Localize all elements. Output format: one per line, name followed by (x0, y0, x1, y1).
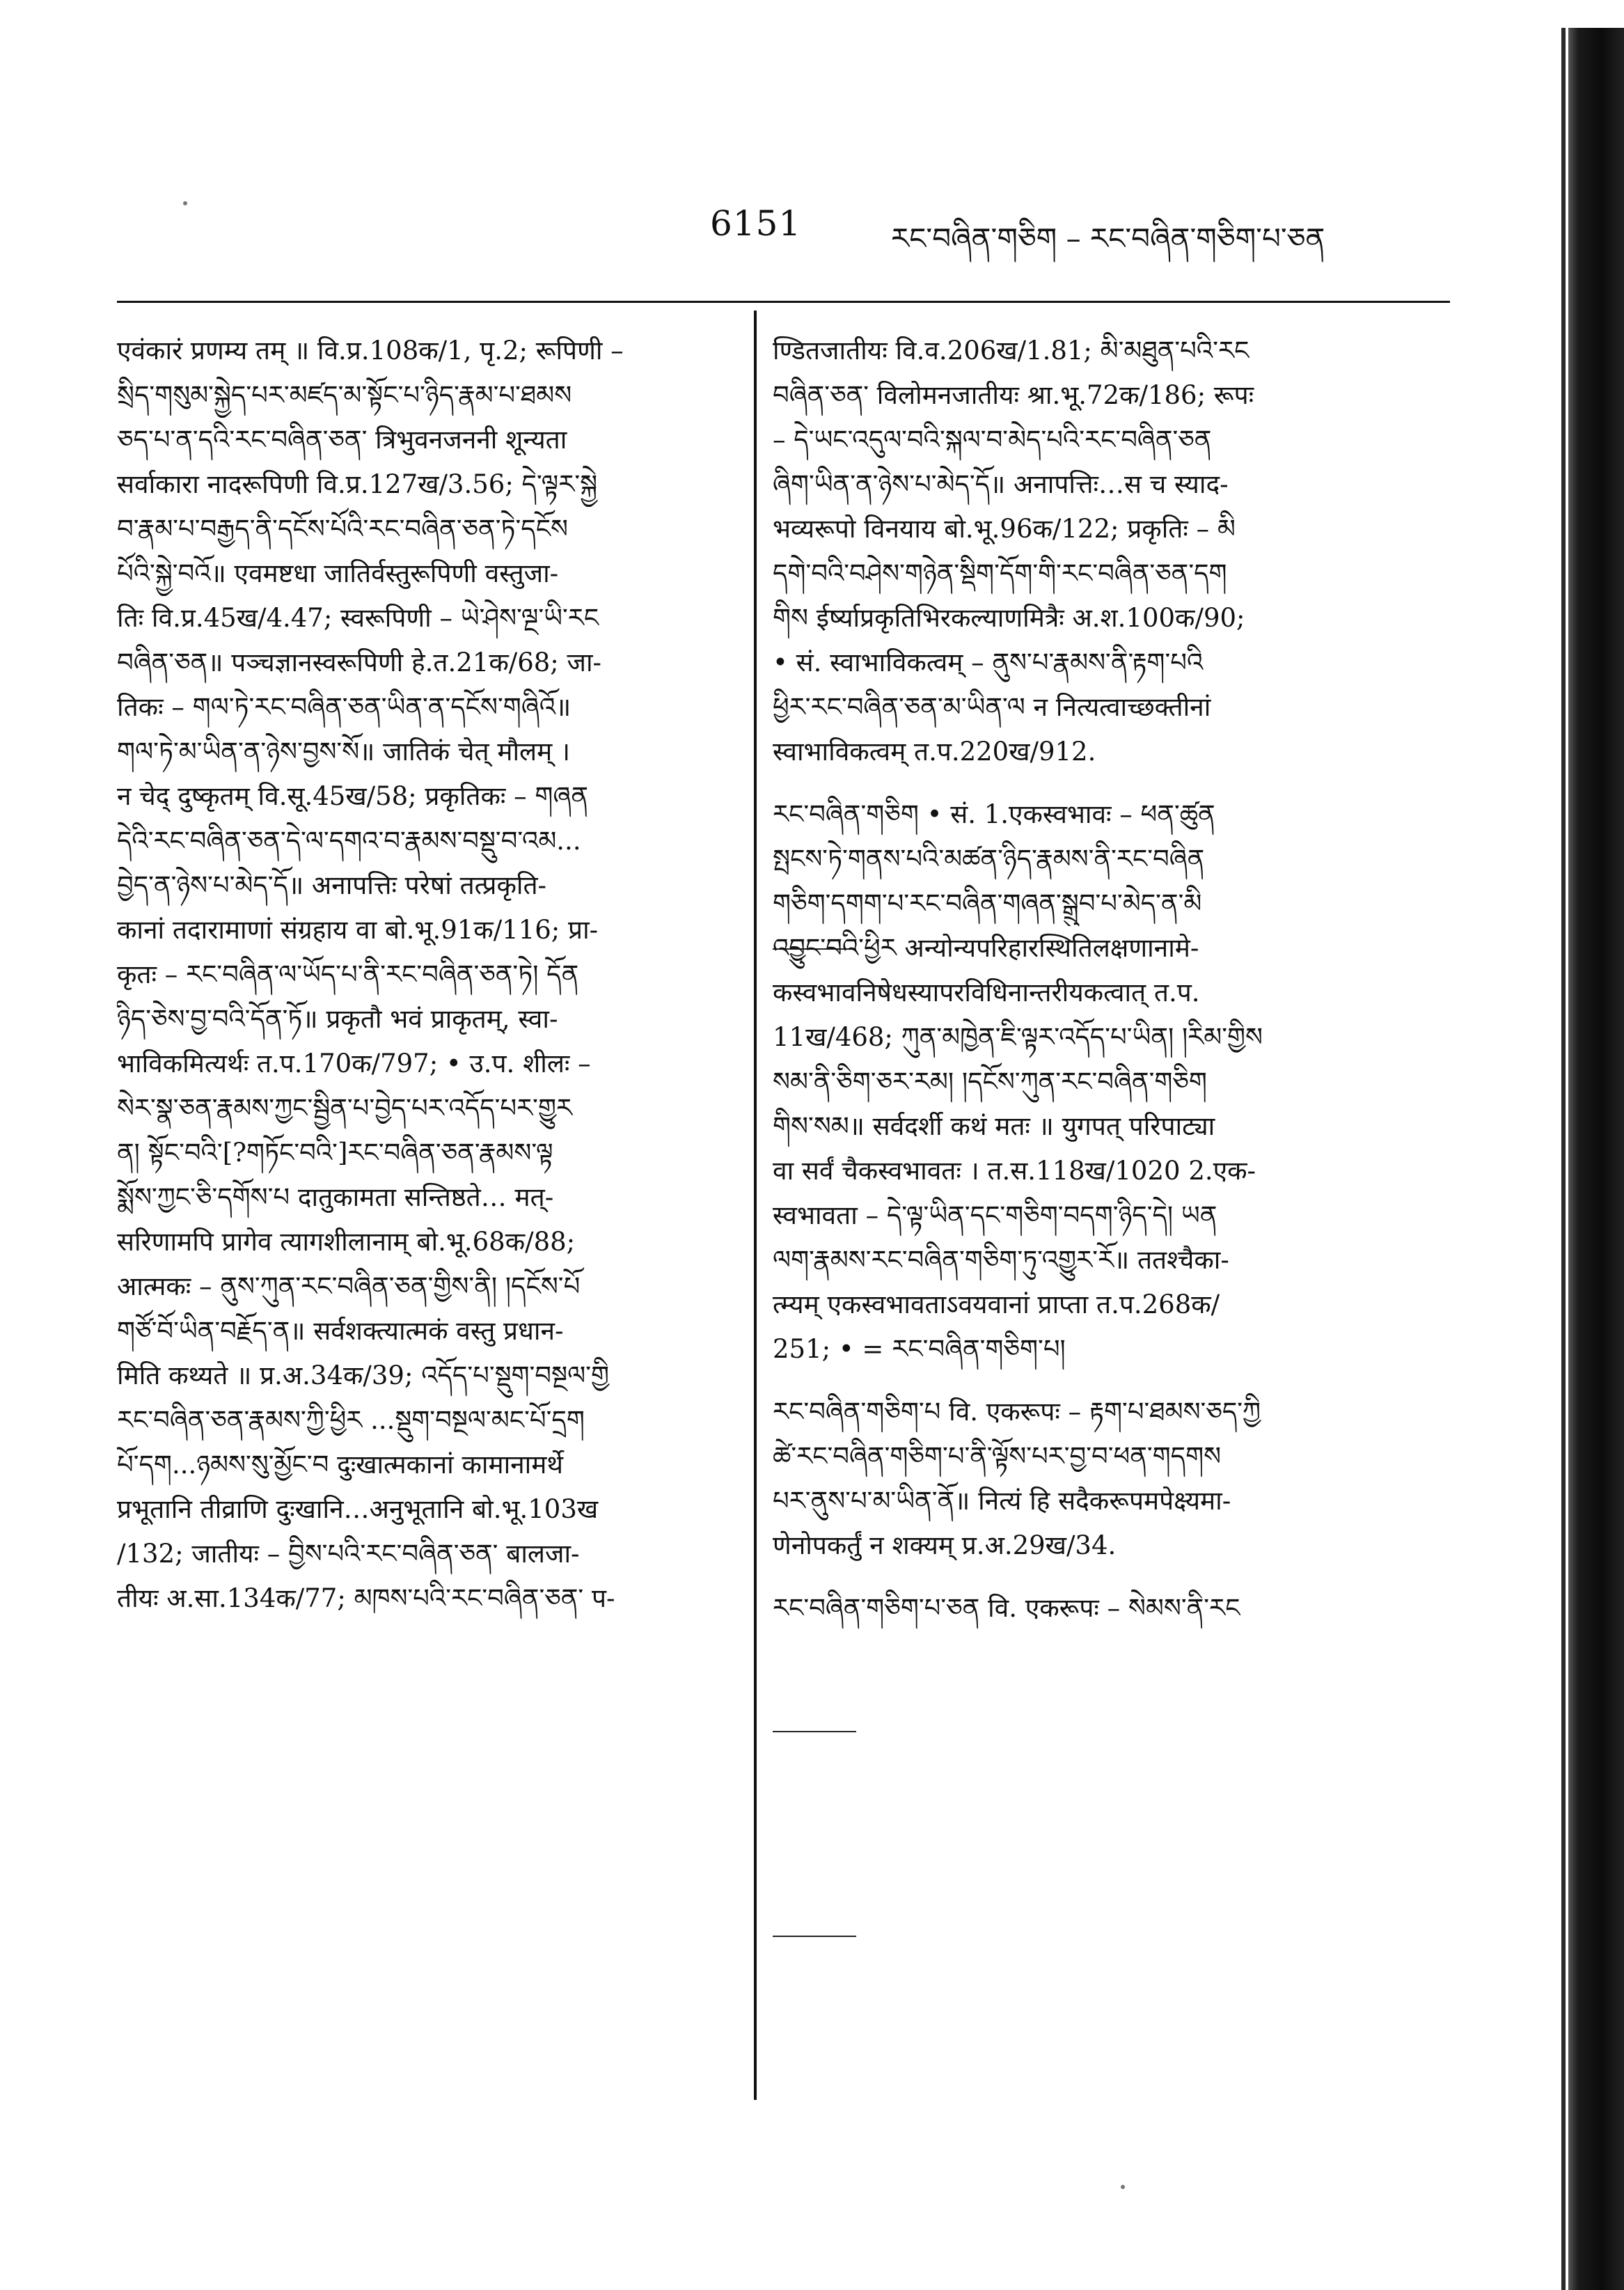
text-line: བྱེད་ན་ཉེས་པ་མེད་དོ॥ अनापत्तिः परेषां तत्प्रकृति- (117, 870, 547, 900)
text-line: तिः वि.प्र.45ख/4.47; स्वरूपिणी – ཡེ་ཤེས་ལྔ་ཡི་རང (117, 603, 599, 633)
entry-block (773, 792, 1437, 1372)
text-line: གཅིག་དགག་པ་རང་བཞིན་གཞན་སྒྲུབ་པ་མེད་ན་མི (773, 888, 1202, 918)
text-line: ཞིག་ཡིན་ན་ཉེས་པ་མེད་དོ॥ अनापत्तिः…स च स्याद- (773, 469, 1229, 499)
text-line: གིས་སམ॥ सर्वदर्शी कथं मतः ॥ युगपत् परिपाट्या (773, 1111, 1215, 1141)
scan-speck (183, 201, 187, 205)
text-line: ན། སྟོང་བའི་[?གཏོང་བའི་]རང་བཞིན་ཅན་རྣམས་ལྟ (117, 1138, 553, 1168)
text-line: ཚེ་རང་བཞིན་གཅིག་པ་ནི་ལྟོས་པར་བྱ་བ་ཕན་གདགས (773, 1441, 1222, 1471)
text-line: དེའི་རང་བཞིན་ཅན་དེ་ལ་དགའ་བ་རྣམས་བསྡུ་བ་འམ... (117, 826, 581, 856)
text-line: प्रभूतानि तीव्राणि दुःखानि…अनुभूतानि बो.भू.103ख (117, 1494, 599, 1524)
entry-block (773, 1586, 1437, 1631)
text-line: གལ་ཏེ་མ་ཡིན་ན་ཉེས་བྱས་སོ॥ जातिकं चेत् मौलम् । (117, 737, 571, 767)
header-rule (117, 301, 1450, 303)
page-number: 6151 (710, 203, 802, 244)
scan-edge (1568, 28, 1624, 2290)
text-line: དགེ་བའི་བཤེས་གཉེན་སྡིག་དོག་གི་རང་བཞིན་ཅན་དག (773, 558, 1227, 588)
text-line: कृतः – རང་བཞིན་ལ་ཡོད་པ་ནི་རང་བཞིན་ཅན་ཏེ། དོན (117, 959, 579, 989)
text-line: तीयः अ.सा.134क/77; མཁས་པའི་རང་བཞིན་ཅན་ प- (117, 1583, 615, 1613)
right-column (773, 329, 1437, 1631)
left-column (117, 329, 743, 1621)
text-line: སྲིད་གསུམ་སྐྱེད་པར་མཛད་མ་སྟོང་པ་ཉིད་རྣམ་པ་ཐམས (117, 380, 572, 410)
text-line: པོ་དག...ཉམས་སུ་མྱོང་བ दुःखात्मकानां कामानामर्थे (117, 1450, 564, 1480)
text-line: आत्मकः – ནུས་ཀུན་རང་བཞིན་ཅན་གྱིས་ནི། །དངོས་པོ (117, 1271, 581, 1301)
continuation-block (773, 329, 1437, 774)
text-line: तिकः – གལ་ཏེ་རང་བཞིན་ཅན་ཡིན་ན་དངོས་གཞིའོ॥ (117, 692, 571, 722)
text-line: བཞིན་ཅན་ विलोमनजातीयः श्रा.भू.72क/186; रूपः (773, 380, 1254, 410)
entry-divider (773, 1731, 856, 1732)
text-line: कानां तदारामाणां संग्रहाय वा बो.भू.91क/116; प्रा- (117, 915, 599, 945)
text-line: णेनोपकर्तुं न शक्यम् प्र.अ.29ख/34. (773, 1530, 1117, 1560)
scan-edge-line (1561, 28, 1566, 2290)
column-divider (754, 311, 757, 2100)
text-line: ण्डितजातीयः वि.व.206ख/1.81; མི་མཐུན་པའི་རང (773, 336, 1249, 366)
text-line: 251; • = རང་བཞིན་གཅིག་པ། (773, 1334, 1066, 1364)
entry-headword-line: རང་བཞིན་གཅིག་པ་ཅན वि. एकरूपः – སེམས་ནི་རང (773, 1593, 1240, 1623)
text-line: སྤངས་ཏེ་གནས་པའི་མཚན་ཉིད་རྣམས་ནི་རང་བཞིན (773, 844, 1205, 874)
text-line: वा सर्वं चैकस्वभावतः । त.स.118ख/1020 2.एक- (773, 1156, 1256, 1186)
text-line: कस्वभावनिषेधस्यापरविधिनान्तरीयकत्वात् त.प. (773, 978, 1200, 1007)
entry-block (773, 1390, 1437, 1568)
text-line: པོའི་སྐྱེ་བའོ॥ एवमष्टधा जातिर्वस्तुरूपिणी वस्तुजा- (117, 558, 559, 588)
text-line: ཕྱིར་རང་བཞིན་ཅན་མ་ཡིན་ལ न नित्यत्वाच्छक्तीनां (773, 692, 1211, 722)
text-line: त्म्यम् एकस्वभावताऽवयवानां प्राप्ता त.प.268क/ (773, 1289, 1220, 1319)
running-head: རང་བཞིན་གཅིག – རང་བཞིན་གཅིག་པ་ཅན (891, 221, 1325, 256)
text-line: སེར་སྣ་ཅན་རྣམས་ཀྱང་སྦྱིན་པ་བྱེད་པར་འདོད་པར་གྱུར (117, 1093, 573, 1123)
text-line: भाविकमित्यर्थः त.प.170क/797; • उ.प. शीलः – (117, 1049, 591, 1079)
text-line: སམ་ནི་ཅིག་ཅར་རམ། །དངོས་ཀུན་རང་བཞིན་གཅིག (773, 1067, 1207, 1097)
entry-divider (773, 1936, 856, 1937)
text-line: གིས ईर्ष्याप्रकृतिभिरकल्याणमित्रैः अ.श.100क/90; (773, 603, 1245, 633)
text-line: སྨོས་ཀྱང་ཅི་དགོས་པ दातुकामता सन्तिष्ठते… मत्- (117, 1182, 554, 1212)
text-line: एवंकारं प्रणम्य तम् ॥ वि.प्र.108क/1, पृ.2; रूपिणी – (117, 336, 624, 366)
text-line: स्वाभाविकत्वम् त.प.220ख/912. (773, 737, 1096, 767)
text-line: • सं. स्वाभाविकत्वम् – ནུས་པ་རྣམས་ནི་རྟག་པའི (773, 648, 1204, 677)
entry-headword-line: རང་བཞིན་གཅིག་པ वि. एकरूपः – རྟག་པ་ཐམས་ཅད་ཀྱི (773, 1397, 1261, 1427)
text-line: मिति कथ्यते ॥ प्र.अ.34क/39; འདོད་པ་སྡུག་བསྔལ་གྱི (117, 1360, 610, 1390)
text-line: स्वभावता – དེ་ལྟ་ཡིན་དང་གཅིག་བདག་ཉིད་དེ། ཡན (773, 1200, 1217, 1230)
text-line: པར་ནུས་པ་མ་ཡིན་ནོ॥ नित्यं हि सदैकरूपमपेक्ष्यमा- (773, 1486, 1231, 1516)
text-line: ཅད་པ་ན་དའི་རང་བཞིན་ཅན་ त्रिभुवनजननी शून्यता (117, 425, 567, 455)
text-line: བཞིན་ཅན॥ पञ्चज्ञानस्वरूपिणी हे.त.21क/68; जा- (117, 648, 602, 677)
text-line: सर्वाकारा नादरूपिणी वि.प्र.127ख/3.56; དེ་ལྟར་སྐྱེ (117, 469, 598, 499)
scan-speck (1121, 2185, 1125, 2189)
text-line: གཙོ་བོ་ཡིན་བརྗོད་ན॥ सर्वशक्त्यात्मकं वस्तु प्रधान- (117, 1316, 564, 1346)
text-line: 11ख/468; ཀུན་མཁྱེན་ཇི་ལྟར་འདོད་པ་ཡིན། །རིམ་གྱིས (773, 1022, 1263, 1052)
text-line: /132; जातीयः – བྱིས་པའི་རང་བཞིན་ཅན་ बालजा- (117, 1539, 580, 1569)
text-line: सरिणामपि प्रागेव त्यागशीलानाम् बो.भू.68क/88; (117, 1227, 576, 1257)
text-line: འབྱུང་བའི་ཕྱིར अन्योन्यपरिहारस्थितिलक्षणानामे- (773, 933, 1199, 963)
text-line: भव्यरूपो विनयाय बो.भू.96क/122; प्रकृतिः – མི (773, 514, 1236, 544)
text-line: न चेद् दुष्कृतम् वि.सू.45ख/58; प्रकृतिकः – གཞན (117, 781, 589, 811)
text-line: – དེ་ཡང་འདུལ་བའི་སྐལ་བ་མེད་པའི་རང་བཞིན་ཅན (773, 425, 1212, 455)
text-line: བ་རྣམ་པ་བརྒྱད་ནི་དངོས་པོའི་རང་བཞིན་ཅན་ཏེ་དངོས (117, 514, 569, 544)
text-line: ཉིད་ཅེས་བྱ་བའི་དོན་ཏོ॥ प्रकृतौ भवं प्राकृतम्, स्वा- (117, 1004, 558, 1034)
text-line: ལག་རྣམས་རང་བཞིན་གཅིག་ཏུ་འགྱུར་རོ॥ ततश्चैका- (773, 1245, 1229, 1275)
entry-headword-line: རང་བཞིན་གཅིག • सं. 1.एकस्वभावः – ཕན་ཚུན (773, 799, 1215, 829)
text-line: རང་བཞིན་ཅན་རྣམས་ཀྱི་ཕྱིར ...སྡུག་བསྔལ་མང་པོ་དྲག (117, 1405, 585, 1435)
